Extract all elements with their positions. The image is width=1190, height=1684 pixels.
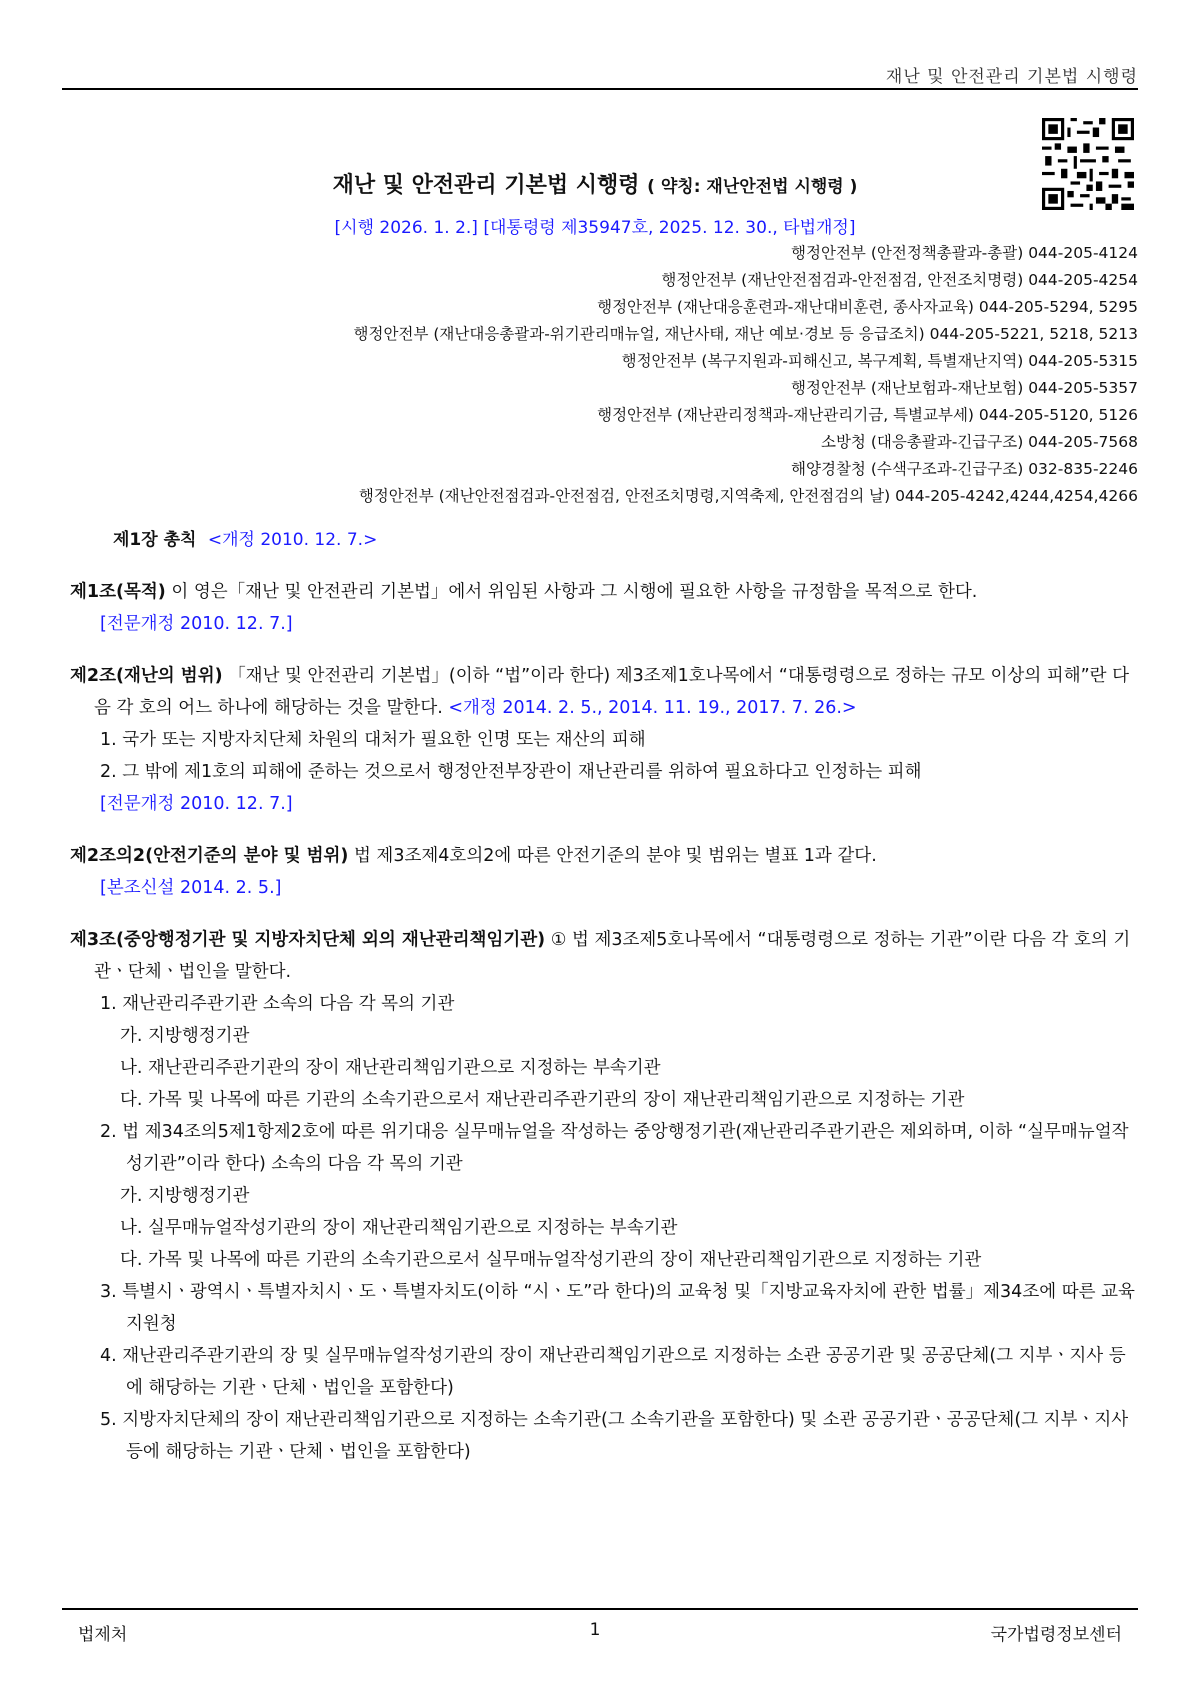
article-heading: 제2조의2(안전기준의 분야 및 범위) xyxy=(70,846,349,866)
amend-note: [본조신설 2014. 2. 5.] xyxy=(100,878,282,898)
law-body xyxy=(70,576,1140,1488)
list-item: 4. 재난관리주관기관의 장 및 실무매뉴얼작성기관의 장이 재난관리책임기관으로 지정하는 소관 공공기관 및 공공단체(그 지부ㆍ지사 등에 해당하는 기관ㆍ단체ㆍ법인을 포함한다) xyxy=(100,1346,1126,1398)
footer-divider xyxy=(62,1608,1138,1610)
list-item: 2. 그 밖에 제1호의 피해에 준하는 것으로서 행정안전부장관이 재난관리를 위하여 필요하다고 인정하는 피해 xyxy=(100,762,922,782)
article-text: ① 법 제3조제5호나목에서 “대통령령으로 정하는 기관”이란 다음 각 호의 기관ㆍ단체ㆍ법인을 말한다. xyxy=(94,930,1131,982)
footer-publisher: 법제처 xyxy=(78,1625,128,1645)
article-text: 이 영은「재난 및 안전관리 기본법」에서 위임된 사항과 그 시행에 필요한 사항을 규정함을 목적으로 한다. xyxy=(165,582,978,602)
contact-line: 행정안전부 (재난관리정책과-재난관리기금, 특별교부세) 044-205-5120, 5126 xyxy=(597,406,1138,424)
sub-item: 나. 실무매뉴얼작성기관의 장이 재난관리책임기관으로 지정하는 부속기관 xyxy=(120,1218,678,1238)
contact-line: 소방청 (대응총괄과-긴급구조) 044-205-7568 xyxy=(820,433,1138,451)
list-item: 5. 지방자치단체의 장이 재난관리책임기관으로 지정하는 소속기관(그 소속기관을 포함한다) 및 소관 공공기관ㆍ공공단체(그 지부ㆍ지사 등에 해당하는 기관ㆍ단체ㆍ법인을 포함한다) xyxy=(100,1410,1129,1462)
chapter-amend: <개정 2010. 12. 7.> xyxy=(207,530,378,550)
contact-line: 행정안전부 (안전정책총괄과-총괄) 044-205-4124 xyxy=(791,244,1138,262)
contact-line: 행정안전부 (재난대응훈련과-재난대비훈련, 종사자교육) 044-205-5294, 5295 xyxy=(597,298,1138,316)
sub-item: 다. 가목 및 나목에 따른 기관의 소속기관으로서 실무매뉴얼작성기관의 장이 재난관리책임기관으로 지정하는 기관 xyxy=(120,1250,982,1270)
article-1 xyxy=(70,576,1140,640)
article-2 xyxy=(70,660,1140,820)
contact-line: 행정안전부 (복구지원과-피해신고, 복구계획, 특별재난지역) 044-205-5315 xyxy=(621,352,1138,370)
article-text: 「재난 및 안전관리 기본법」(이하 “법”이라 한다) 제3조제1호나목에서 “대통령령으로 정하는 규모 이상의 피해”란 다음 각 호의 어느 하나에 해당하는 것을 말한다. xyxy=(94,666,1130,718)
sub-item: 다. 가목 및 나목에 따른 기관의 소속기관으로서 재난관리주관기관의 장이 재난관리책임기관으로 지정하는 기관 xyxy=(120,1090,965,1110)
enforcement-info: [시행 2026. 1. 2.] [대통령령 제35947호, 2025. 12. 30., 타법개정] xyxy=(334,218,856,238)
amend-note: [전문개정 2010. 12. 7.] xyxy=(100,614,293,634)
contact-list xyxy=(354,240,1138,510)
article-heading: 제1조(목적) xyxy=(70,582,166,602)
contact-line: 행정안전부 (재난안전점검과-안전점검, 안전조치명령,지역축제, 안전점검의 날) 044-205-4242,4244,4254,4266 xyxy=(358,487,1138,505)
article-2-2 xyxy=(70,840,1140,904)
article-3 xyxy=(70,924,1140,1468)
contact-line: 해양경찰청 (수색구조과-긴급구조) 032-835-2246 xyxy=(791,460,1138,478)
law-title-abbr: ( 약칭: 재난안전법 시행령 ) xyxy=(647,177,858,197)
running-header: 재난 및 안전관리 기본법 시행령 xyxy=(885,67,1138,87)
list-item: 1. 재난관리주관기관 소속의 다음 각 목의 기관 xyxy=(100,994,455,1014)
header-divider xyxy=(62,88,1138,90)
contact-line: 행정안전부 (재난안전점검과-안전점검, 안전조치명령) 044-205-4254 xyxy=(661,271,1138,289)
article-heading: 제3조(중앙행정기관 및 지방자치단체 외의 재난관리책임기관) xyxy=(70,930,546,950)
chapter-heading xyxy=(113,525,377,550)
contact-line: 행정안전부 (재난대응총괄과-위기관리매뉴얼, 재난사태, 재난 예보·경보 등 응급조치) 044-205-5221, 5218, 5213 xyxy=(353,325,1138,343)
chapter-title: 제1장 총칙 xyxy=(113,530,197,550)
sub-item: 가. 지방행정기관 xyxy=(120,1026,250,1046)
list-item: 2. 법 제34조의5제1항제2호에 따른 위기대응 실무매뉴얼을 작성하는 중앙행정기관(재난관리주관기관은 제외하며, 이하 “실무매뉴얼작성기관”이라 한다) 소속의 다음 각 목의 기관 xyxy=(100,1122,1129,1174)
sub-item: 나. 재난관리주관기관의 장이 재난관리책임기관으로 지정하는 부속기관 xyxy=(120,1058,661,1078)
sub-item: 가. 지방행정기관 xyxy=(120,1186,250,1206)
article-heading: 제2조(재난의 범위) xyxy=(70,666,223,686)
footer-source: 국가법령정보센터 xyxy=(990,1625,1122,1645)
law-title xyxy=(0,168,1190,199)
law-title-main: 재난 및 안전관리 기본법 시행령 xyxy=(332,173,640,198)
list-item: 3. 특별시ㆍ광역시ㆍ특별자치시ㆍ도ㆍ특별자치도(이하 “시ㆍ도”라 한다)의 교육청 및「지방교육자치에 관한 법률」제34조에 따른 교육지원청 xyxy=(100,1282,1135,1334)
amend-note: [전문개정 2010. 12. 7.] xyxy=(100,794,293,814)
list-item: 1. 국가 또는 지방자치단체 차원의 대처가 필요한 인명 또는 재산의 피해 xyxy=(100,730,646,750)
amend-note: <개정 2014. 2. 5., 2014. 11. 19., 2017. 7. 26.> xyxy=(442,698,857,718)
page-number: 1 xyxy=(589,1620,601,1640)
article-text: 법 제3조제4호의2에 따른 안전기준의 분야 및 범위는 별표 1과 같다. xyxy=(348,846,877,866)
contact-line: 행정안전부 (재난보험과-재난보험) 044-205-5357 xyxy=(791,379,1138,397)
